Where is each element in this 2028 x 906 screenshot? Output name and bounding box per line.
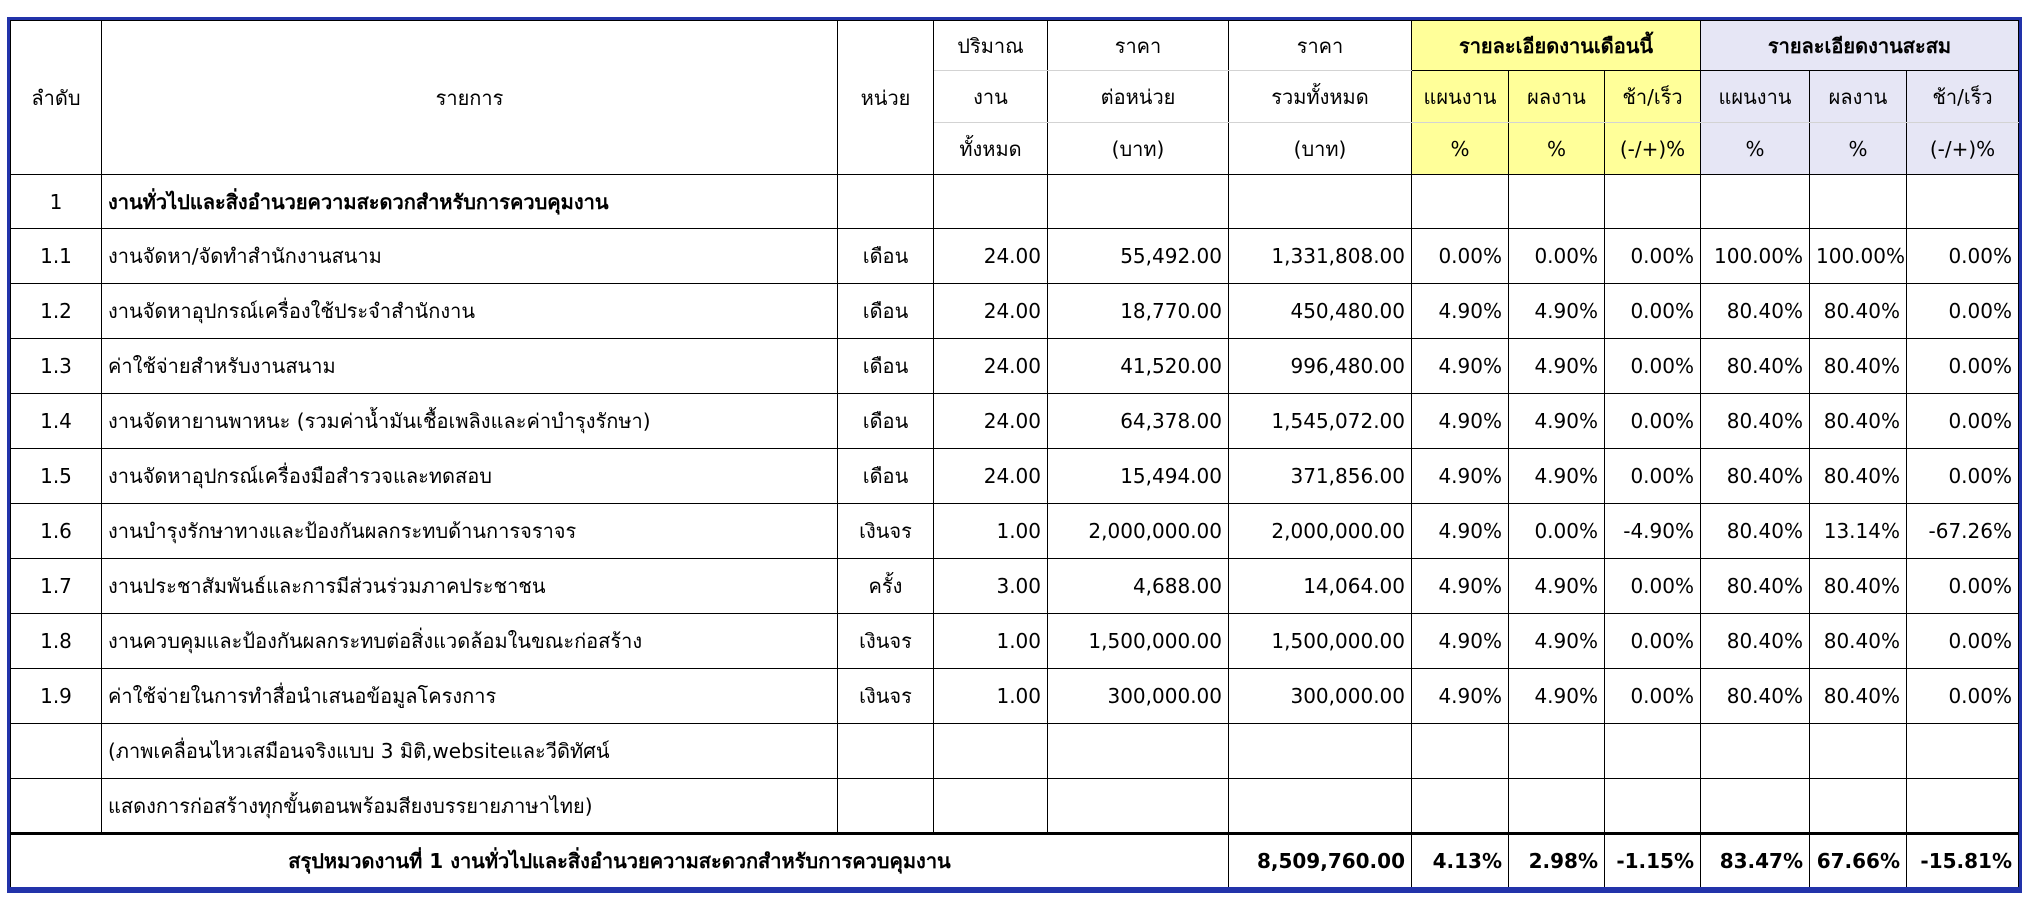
row-qty: 3.00 xyxy=(934,559,1048,614)
row-cum-result: 13.14% xyxy=(1810,504,1907,559)
row-unit: เดือน xyxy=(838,449,934,504)
row-item: งานบำรุงรักษาทางและป้องกันผลกระทบด้านการจราจร xyxy=(102,504,838,559)
summary-month-delay: -1.15% xyxy=(1605,834,1701,889)
note-line-1: (ภาพเคลื่อนไหวเสมือนจริงแบบ 3 มิติ,websiteและวีดิทัศน์ xyxy=(102,724,838,779)
header-this-month: รายละเอียดงานเดือนนี้ xyxy=(1412,21,1701,71)
row-no: 1.9 xyxy=(11,669,102,724)
row-qty: 1.00 xyxy=(934,614,1048,669)
row-item: งานจัดหา/จัดทำสำนักงานสนาม xyxy=(102,229,838,284)
header-cum-plan-pct: % xyxy=(1701,123,1810,175)
header-qty-3: ทั้งหมด xyxy=(934,123,1048,175)
row-item: ค่าใช้จ่ายในการทำสื่อนำเสนอข้อมูลโครงการ xyxy=(102,669,838,724)
row-month-delay: 0.00% xyxy=(1605,394,1701,449)
row-month-plan: 4.90% xyxy=(1412,449,1509,504)
row-no: 1.1 xyxy=(11,229,102,284)
row-price: 15,494.00 xyxy=(1048,449,1229,504)
row-no: 1.2 xyxy=(11,284,102,339)
row-cum-plan: 80.40% xyxy=(1701,394,1810,449)
row-item: งานประชาสัมพันธ์และการมีส่วนร่วมภาคประชาชน xyxy=(102,559,838,614)
row-month-delay: 0.00% xyxy=(1605,449,1701,504)
row-qty: 24.00 xyxy=(934,284,1048,339)
row-qty: 24.00 xyxy=(934,229,1048,284)
row-qty: 1.00 xyxy=(934,504,1048,559)
row-cum-delay: 0.00% xyxy=(1907,559,2019,614)
row-month-result: 0.00% xyxy=(1509,504,1605,559)
row-cum-delay: 0.00% xyxy=(1907,394,2019,449)
header-cum-delay-pct: (-/+)% xyxy=(1907,123,2019,175)
row-unit: เดือน xyxy=(838,229,934,284)
row-cum-result: 100.00% xyxy=(1810,229,1907,284)
row-total: 1,545,072.00 xyxy=(1229,394,1412,449)
row-price: 64,378.00 xyxy=(1048,394,1229,449)
row-unit: เงินจร xyxy=(838,614,934,669)
row-no: 1.5 xyxy=(11,449,102,504)
header-total-price-1: ราคา xyxy=(1229,21,1412,71)
header-unit-price-1: ราคา xyxy=(1048,21,1229,71)
header-month-plan-pct: % xyxy=(1412,123,1509,175)
summary-total: 8,509,760.00 xyxy=(1229,834,1412,889)
row-month-plan: 4.90% xyxy=(1412,394,1509,449)
row-total: 371,856.00 xyxy=(1229,449,1412,504)
section-title: งานทั่วไปและสิ่งอำนวยความสะดวกสำหรับการควบคุมงาน xyxy=(102,175,838,229)
header-cum-plan: แผนงาน xyxy=(1701,71,1810,123)
summary-cum-result: 67.66% xyxy=(1810,834,1907,889)
row-no: 1.4 xyxy=(11,394,102,449)
row-total: 1,331,808.00 xyxy=(1229,229,1412,284)
summary-cum-delay: -15.81% xyxy=(1907,834,2019,889)
row-no: 1.8 xyxy=(11,614,102,669)
row-item: งานจัดหาอุปกรณ์เครื่องใช้ประจำสำนักงาน xyxy=(102,284,838,339)
row-qty: 24.00 xyxy=(934,449,1048,504)
table-row xyxy=(11,394,2019,449)
header-qty-1: ปริมาณ xyxy=(934,21,1048,71)
row-month-delay: 0.00% xyxy=(1605,229,1701,284)
row-price: 2,000,000.00 xyxy=(1048,504,1229,559)
row-month-delay: 0.00% xyxy=(1605,339,1701,394)
section-no: 1 xyxy=(11,175,102,229)
header-cum-result-pct: % xyxy=(1810,123,1907,175)
row-total: 450,480.00 xyxy=(1229,284,1412,339)
note-row xyxy=(11,779,2019,834)
progress-table xyxy=(10,20,2019,890)
row-total: 2,000,000.00 xyxy=(1229,504,1412,559)
row-cum-delay: 0.00% xyxy=(1907,229,2019,284)
row-cum-delay: 0.00% xyxy=(1907,669,2019,724)
row-qty: 24.00 xyxy=(934,394,1048,449)
row-unit: เดือน xyxy=(838,284,934,339)
row-total: 1,500,000.00 xyxy=(1229,614,1412,669)
row-item: งานจัดหาอุปกรณ์เครื่องมือสำรวจและทดสอบ xyxy=(102,449,838,504)
row-month-result: 4.90% xyxy=(1509,284,1605,339)
row-cum-plan: 80.40% xyxy=(1701,669,1810,724)
row-qty: 1.00 xyxy=(934,669,1048,724)
row-no: 1.7 xyxy=(11,559,102,614)
row-unit: เงินจร xyxy=(838,504,934,559)
table-row xyxy=(11,339,2019,394)
header-month-result: ผลงาน xyxy=(1509,71,1605,123)
row-month-plan: 4.90% xyxy=(1412,504,1509,559)
summary-month-plan: 4.13% xyxy=(1412,834,1509,889)
row-item: งานควบคุมและป้องกันผลกระทบต่อสิ่งแวดล้อมในขณะก่อสร้าง xyxy=(102,614,838,669)
header-cumulative: รายละเอียดงานสะสม xyxy=(1701,21,2019,71)
header-unit-price-2: ต่อหน่วย xyxy=(1048,71,1229,123)
row-unit: เงินจร xyxy=(838,669,934,724)
row-price: 18,770.00 xyxy=(1048,284,1229,339)
row-cum-result: 80.40% xyxy=(1810,284,1907,339)
header-month-result-pct: % xyxy=(1509,123,1605,175)
row-month-plan: 4.90% xyxy=(1412,669,1509,724)
row-cum-delay: 0.00% xyxy=(1907,339,2019,394)
header-total-price-3: (บาท) xyxy=(1229,123,1412,175)
header-qty-2: งาน xyxy=(934,71,1048,123)
header-item: รายการ xyxy=(102,21,838,175)
table-row xyxy=(11,229,2019,284)
row-month-result: 4.90% xyxy=(1509,669,1605,724)
row-month-delay: 0.00% xyxy=(1605,669,1701,724)
row-month-result: 4.90% xyxy=(1509,614,1605,669)
row-month-plan: 4.90% xyxy=(1412,284,1509,339)
row-cum-plan: 80.40% xyxy=(1701,284,1810,339)
row-total: 300,000.00 xyxy=(1229,669,1412,724)
row-unit: ครั้ง xyxy=(838,559,934,614)
header-cum-delay: ช้า/เร็ว xyxy=(1907,71,2019,123)
header-cum-result: ผลงาน xyxy=(1810,71,1907,123)
row-price: 55,492.00 xyxy=(1048,229,1229,284)
row-month-plan: 4.90% xyxy=(1412,614,1509,669)
row-cum-plan: 100.00% xyxy=(1701,229,1810,284)
row-cum-result: 80.40% xyxy=(1810,614,1907,669)
note-line-2: แสดงการก่อสร้างทุกขั้นตอนพร้อมสียงบรรยายภาษาไทย) xyxy=(102,779,838,834)
header-month-plan: แผนงาน xyxy=(1412,71,1509,123)
header-no: ลำดับ xyxy=(11,21,102,175)
row-no: 1.6 xyxy=(11,504,102,559)
row-item: งานจัดหายานพาหนะ (รวมค่าน้ำมันเชื้อเพลิงและค่าบำรุงรักษา) xyxy=(102,394,838,449)
table-row xyxy=(11,669,2019,724)
table-row xyxy=(11,449,2019,504)
row-cum-result: 80.40% xyxy=(1810,449,1907,504)
section-row xyxy=(11,175,2019,229)
summary-label: สรุปหมวดงานที่ 1 งานทั่วไปและสิ่งอำนวยความสะดวกสำหรับการควบคุมงาน xyxy=(11,834,1229,889)
row-item: ค่าใช้จ่ายสำหรับงานสนาม xyxy=(102,339,838,394)
row-cum-result: 80.40% xyxy=(1810,339,1907,394)
table-row xyxy=(11,559,2019,614)
row-month-plan: 0.00% xyxy=(1412,229,1509,284)
row-month-result: 4.90% xyxy=(1509,449,1605,504)
row-total: 996,480.00 xyxy=(1229,339,1412,394)
row-month-result: 4.90% xyxy=(1509,559,1605,614)
row-cum-plan: 80.40% xyxy=(1701,339,1810,394)
row-month-plan: 4.90% xyxy=(1412,339,1509,394)
row-month-delay: 0.00% xyxy=(1605,284,1701,339)
row-price: 1,500,000.00 xyxy=(1048,614,1229,669)
note-row xyxy=(11,724,2019,779)
summary-row xyxy=(11,834,2019,889)
row-unit: เดือน xyxy=(838,339,934,394)
row-month-delay: 0.00% xyxy=(1605,614,1701,669)
header-unit-price-3: (บาท) xyxy=(1048,123,1229,175)
row-price: 41,520.00 xyxy=(1048,339,1229,394)
row-month-result: 0.00% xyxy=(1509,229,1605,284)
table-row xyxy=(11,504,2019,559)
row-cum-plan: 80.40% xyxy=(1701,449,1810,504)
row-month-delay: 0.00% xyxy=(1605,559,1701,614)
summary-cum-plan: 83.47% xyxy=(1701,834,1810,889)
row-cum-plan: 80.40% xyxy=(1701,614,1810,669)
header-unit: หน่วย xyxy=(838,21,934,175)
row-cum-delay: 0.00% xyxy=(1907,614,2019,669)
row-month-result: 4.90% xyxy=(1509,394,1605,449)
row-month-delay: -4.90% xyxy=(1605,504,1701,559)
row-price: 300,000.00 xyxy=(1048,669,1229,724)
row-month-result: 4.90% xyxy=(1509,339,1605,394)
row-cum-delay: 0.00% xyxy=(1907,284,2019,339)
row-cum-result: 80.40% xyxy=(1810,394,1907,449)
header-row-1 xyxy=(11,21,2019,71)
row-cum-delay: 0.00% xyxy=(1907,449,2019,504)
row-qty: 24.00 xyxy=(934,339,1048,394)
row-cum-result: 80.40% xyxy=(1810,559,1907,614)
table-row xyxy=(11,284,2019,339)
row-cum-result: 80.40% xyxy=(1810,669,1907,724)
header-total-price-2: รวมทั้งหมด xyxy=(1229,71,1412,123)
table-row xyxy=(11,614,2019,669)
row-no: 1.3 xyxy=(11,339,102,394)
row-cum-delay: -67.26% xyxy=(1907,504,2019,559)
row-cum-plan: 80.40% xyxy=(1701,559,1810,614)
row-unit: เดือน xyxy=(838,394,934,449)
header-month-delay-pct: (-/+)% xyxy=(1605,123,1701,175)
row-total: 14,064.00 xyxy=(1229,559,1412,614)
row-cum-plan: 80.40% xyxy=(1701,504,1810,559)
row-month-plan: 4.90% xyxy=(1412,559,1509,614)
header-month-delay: ช้า/เร็ว xyxy=(1605,71,1701,123)
summary-month-result: 2.98% xyxy=(1509,834,1605,889)
row-price: 4,688.00 xyxy=(1048,559,1229,614)
